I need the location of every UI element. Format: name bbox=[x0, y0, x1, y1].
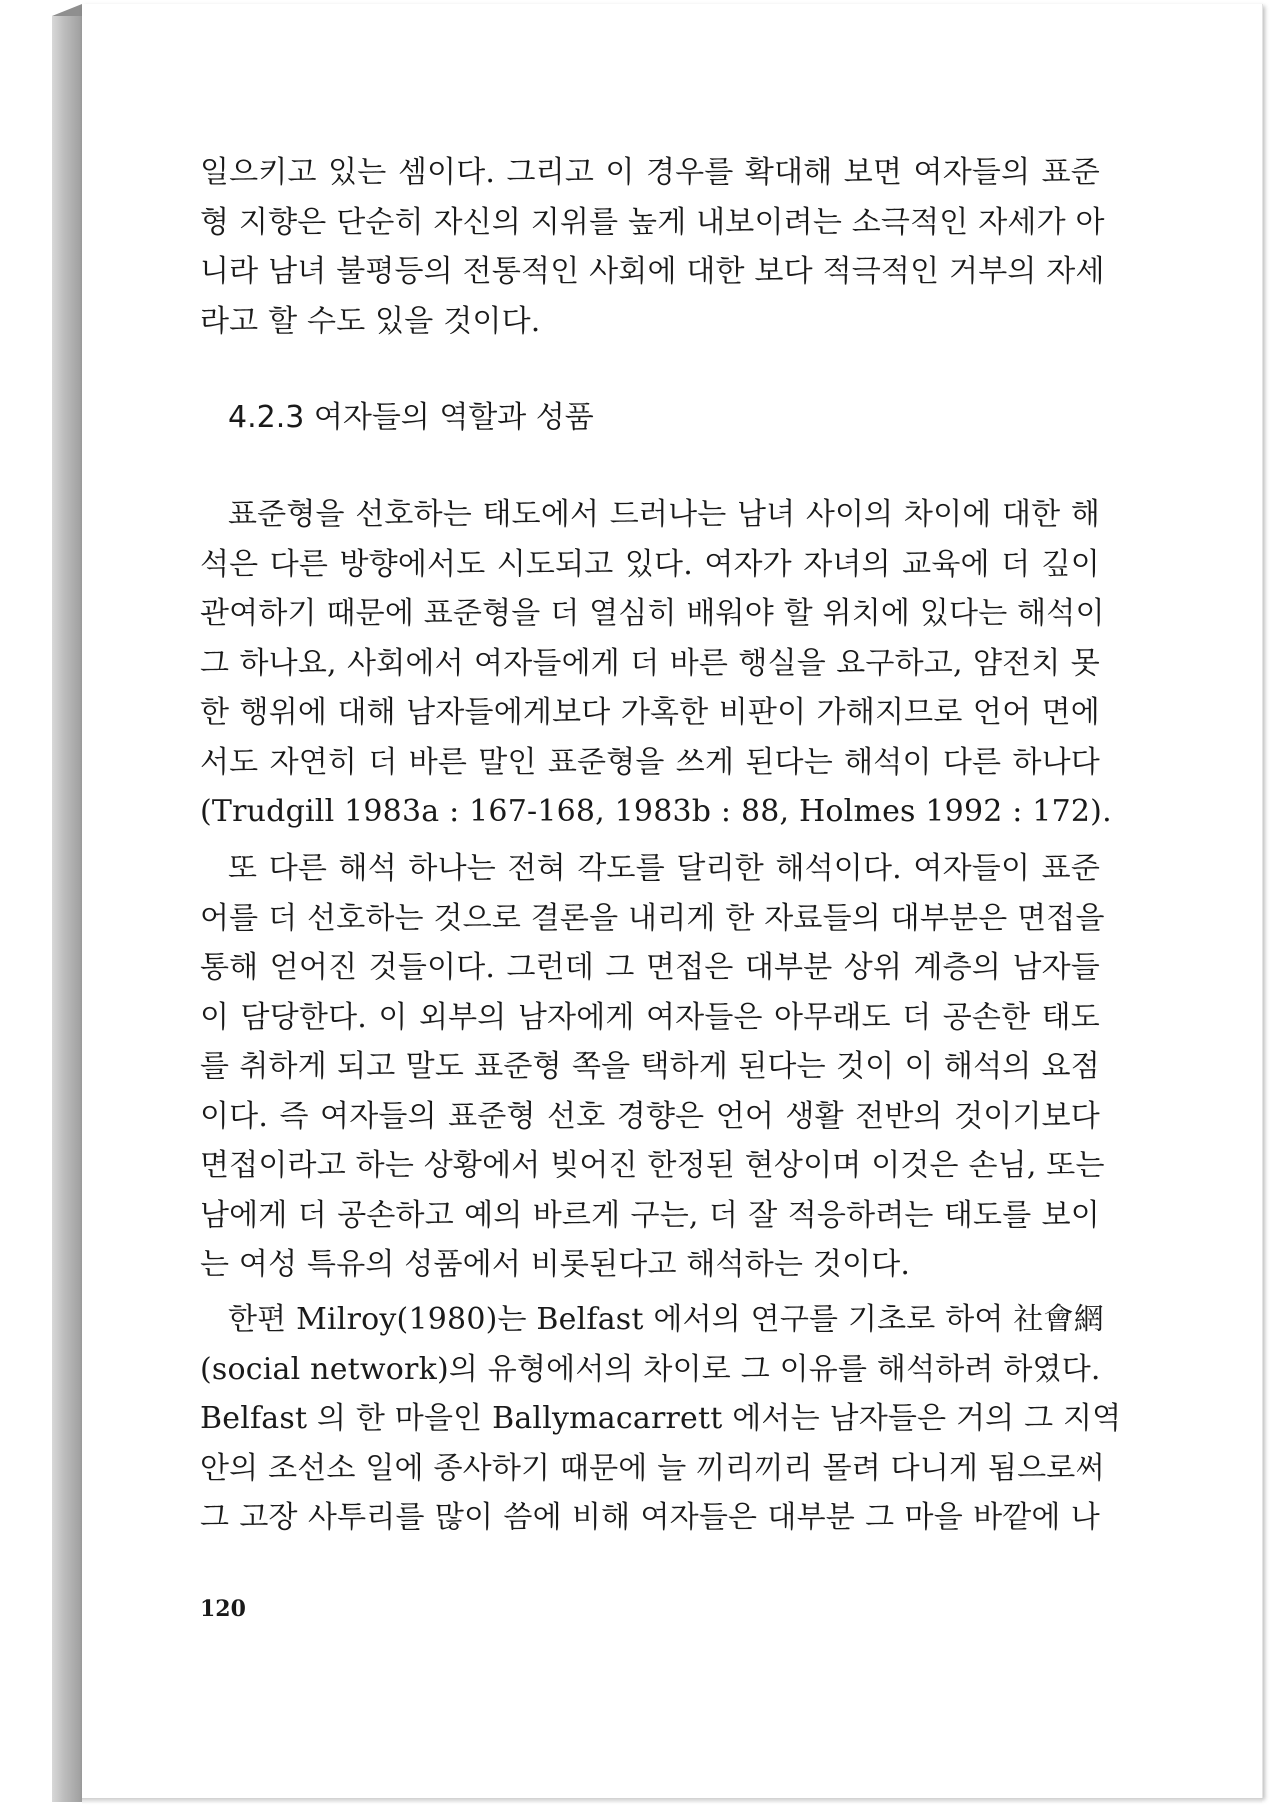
text-line: 표준형을 선호하는 태도에서 드러나는 남녀 사이의 차이에 대한 해 bbox=[228, 497, 1100, 532]
paragraph-intro bbox=[200, 148, 1105, 346]
text-line: 남에게 더 공손하고 예의 바르게 구는, 더 잘 적응하려는 태도를 보이 bbox=[200, 1197, 1100, 1233]
text-line: 이다. 즉 여자들의 표준형 선호 경향은 언어 생활 전반의 것이기보다 bbox=[200, 1098, 1100, 1134]
page-corner bbox=[52, 4, 82, 16]
text-line: 니라 남녀 불평등의 전통적인 사회에 대한 보다 적극적인 거부의 자세 bbox=[200, 254, 1105, 289]
text-line: 를 취하게 되고 말도 표준형 쪽을 택하게 된다는 것이 이 해석의 요점 bbox=[200, 1049, 1100, 1084]
text-line: (Trudgill 1983a : 167-168, 1983b : 88, Holmes 1992 : 172). bbox=[200, 794, 1112, 829]
text-line: 또 다른 해석 하나는 전혀 각도를 달리한 해석이다. 여자들이 표준 bbox=[228, 851, 1100, 886]
book-spine-edge bbox=[52, 6, 82, 1802]
text-line: (social network)의 유형에서의 차이로 그 이유를 해석하려 하였다. bbox=[200, 1351, 1101, 1387]
text-line: 한 행위에 대해 남자들에게보다 가혹한 비판이 가해지므로 언어 면에 bbox=[200, 695, 1100, 730]
text-line: 통해 얻어진 것들이다. 그런데 그 면접은 대부분 상위 계층의 남자들 bbox=[200, 950, 1100, 985]
section-heading: 4.2.3 여자들의 역할과 성품 bbox=[228, 400, 594, 435]
text-line: 일으키고 있는 셈이다. 그리고 이 경우를 확대해 보면 여자들의 표준 bbox=[200, 155, 1100, 190]
text-line: 이 담당한다. 이 외부의 남자에게 여자들은 아무래도 더 공손한 태도 bbox=[200, 999, 1100, 1035]
text-line: 한편 Milroy(1980)는 Belfast 에서의 연구를 기초로 하여 社會網 bbox=[228, 1302, 1104, 1337]
page-number: 120 bbox=[200, 1596, 246, 1622]
text-line: 형 지향은 단순히 자신의 지위를 높게 내보이려는 소극적인 자세가 아 bbox=[200, 204, 1105, 240]
text-line: Belfast 의 한 마을인 Ballymacarrett 에서는 남자들은 거의 그 지역 bbox=[200, 1401, 1122, 1436]
text-line: 어를 더 선호하는 것으로 결론을 내리게 한 자료들의 대부분은 면접을 bbox=[200, 900, 1105, 936]
page-bottom-shadow bbox=[82, 1798, 1262, 1804]
text-line: 그 하나요, 사회에서 여자들에게 더 바른 행실을 요구하고, 얌전치 못 bbox=[200, 645, 1100, 681]
paragraph-interview bbox=[200, 844, 1105, 1290]
text-line: 관여하기 때문에 표준형을 더 열심히 배워야 할 위치에 있다는 해석이 bbox=[200, 596, 1105, 631]
text-line: 그 고장 사투리를 많이 씀에 비해 여자들은 대부분 그 마을 바깥에 나 bbox=[200, 1500, 1100, 1535]
text-line: 라고 할 수도 있을 것이다. bbox=[200, 303, 541, 339]
text-line: 석은 다른 방향에서도 시도되고 있다. 여자가 자녀의 교육에 더 깊이 bbox=[200, 546, 1100, 582]
text-line: 안의 조선소 일에 종사하기 때문에 늘 끼리끼리 몰려 다니게 됨으로써 bbox=[200, 1450, 1105, 1486]
paragraph-milroy bbox=[200, 1295, 1122, 1543]
text-line: 서도 자연히 더 바른 말인 표준형을 쓰게 된다는 해석이 다른 하나다 bbox=[200, 744, 1100, 780]
paragraph-roles bbox=[200, 490, 1112, 837]
text-line: 면접이라고 하는 상황에서 빚어진 한정된 현상이며 이것은 손님, 또는 bbox=[200, 1148, 1105, 1183]
text-line: 는 여성 특유의 성품에서 비롯된다고 해석하는 것이다. bbox=[200, 1247, 911, 1282]
